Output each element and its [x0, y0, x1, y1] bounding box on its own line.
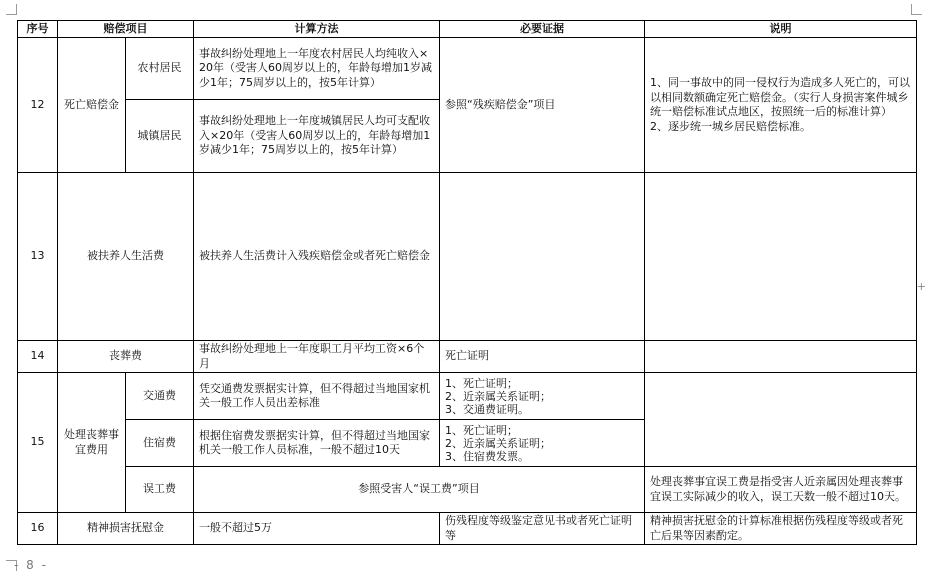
evidence: 伤残程度等级鉴定意见书或者死亡证明等	[440, 513, 645, 545]
sub-item: 住宿费	[126, 420, 194, 467]
table-row	[18, 373, 917, 420]
header-note: 说明	[645, 21, 917, 38]
sub-item: 误工费	[126, 467, 194, 513]
calc-method: 被扶养人生活费计入残疾赔偿金或者死亡赔偿金	[194, 173, 440, 341]
item-name: 处理丧葬事宜费用	[58, 373, 126, 513]
calc-method: 根据住宿费发票据实计算，但不得超过当地国家机关一般工作人员标准，一般不超过10天	[194, 420, 440, 467]
note: 处理丧葬事宜误工费是指受害人近亲属因处理丧葬事宜误工实际减少的收入，误工天数一般不超过10天。	[645, 467, 917, 513]
note: 1、同一事故中的同一侵权行为造成多人死亡的，可以以相同数额确定死亡赔偿金。（实行人身损害案件城乡统一赔偿标准试点地区，按照统一后的标准计算） 2、逐步统一城乡居民赔偿标准。	[645, 38, 917, 173]
row-number: 14	[18, 341, 58, 373]
evidence: 死亡证明	[440, 341, 645, 373]
evidence: 参照“残疾赔偿金”项目	[440, 38, 645, 173]
page-edge-mark: +	[916, 280, 926, 293]
row-number: 12	[18, 38, 58, 173]
item-name: 丧葬费	[58, 341, 194, 373]
header-method: 计算方法	[194, 21, 440, 38]
header-no: 序号	[18, 21, 58, 38]
evidence	[440, 173, 645, 341]
item-name: 精神损害抚慰金	[58, 513, 194, 545]
table-row	[18, 38, 917, 100]
calc-method: 凭交通费发票据实计算，但不得超过当地国家机关一般工作人员出差标准	[194, 373, 440, 420]
note	[645, 341, 917, 373]
calc-method: 事故纠纷处理地上一年度职工月平均工资×6个月	[194, 341, 440, 373]
header-evidence: 必要证据	[440, 21, 645, 38]
item-name: 被扶养人生活费	[58, 173, 194, 341]
table-row	[18, 467, 917, 513]
row-number: 15	[18, 373, 58, 513]
page-number: - 8 -	[14, 558, 48, 572]
evidence: 1、死亡证明； 2、近亲属关系证明； 3、住宿费发票。	[440, 420, 645, 467]
evidence: 1、死亡证明； 2、近亲属关系证明； 3、交通费证明。	[440, 373, 645, 420]
table-row	[18, 341, 917, 373]
calc-method: 事故纠纷处理地上一年度农村居民人均纯收入×20年（受害人60周岁以上的，年龄每增加1岁减少1年；75周岁以上的，按5年计算）	[194, 38, 440, 100]
note: 精神损害抚慰金的计算标准根据伤残程度等级或者死亡后果等因素酌定。	[645, 513, 917, 545]
calc-method: 参照受害人“误工费”项目	[194, 467, 645, 513]
table-row	[18, 173, 917, 341]
header-item: 赔偿项目	[58, 21, 194, 38]
sub-item: 农村居民	[126, 38, 194, 100]
item-name: 死亡赔偿金	[58, 38, 126, 173]
calc-method: 事故纠纷处理地上一年度城镇居民人均可支配收入×20年（受害人60周岁以上的，年龄每增加1岁减少1年；75周岁以上的，按5年计算）	[194, 100, 440, 173]
compensation-table	[17, 20, 917, 545]
row-number: 16	[18, 513, 58, 545]
calc-method: 一般不超过5万	[194, 513, 440, 545]
table-row	[18, 513, 917, 545]
table-header-row	[18, 21, 917, 38]
note	[645, 373, 917, 467]
row-number: 13	[18, 173, 58, 341]
crop-mark-top-right	[911, 4, 922, 15]
note	[645, 173, 917, 341]
sub-item: 交通费	[126, 373, 194, 420]
sub-item: 城镇居民	[126, 100, 194, 173]
crop-mark-top-left	[6, 4, 17, 15]
